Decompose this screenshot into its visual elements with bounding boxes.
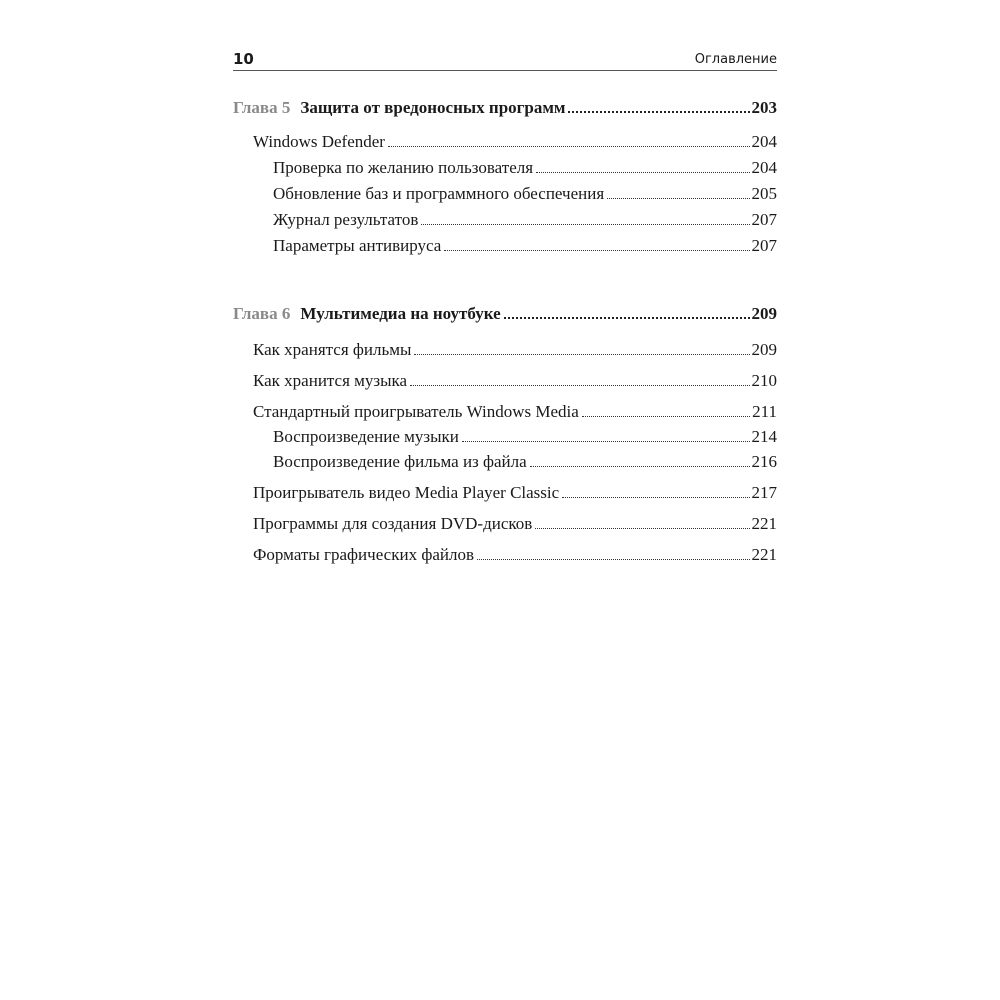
entry-page-number: 205 (751, 184, 777, 203)
entry-title: Обновление баз и программного обеспечения (273, 184, 605, 203)
entry-title: Как хранится музыка (253, 371, 408, 390)
entry-page-number: 211 (752, 402, 777, 421)
chapter-6 (233, 304, 777, 565)
toc-subentry (233, 427, 777, 447)
dot-leader (535, 528, 749, 529)
entry-page-number: 221 (751, 514, 777, 533)
entry-page-number: 214 (751, 427, 777, 446)
running-title: Оглавление (694, 52, 777, 67)
page-number: 10 (233, 50, 254, 68)
chapter-page-number: 209 (751, 304, 777, 323)
entry-title: Журнал результатов (273, 210, 419, 229)
dot-leader (477, 559, 750, 560)
toc-subentry (233, 184, 777, 204)
dot-leader (607, 198, 749, 199)
entry-page-number: 207 (751, 210, 777, 229)
dot-leader (530, 466, 750, 467)
entry-page-number: 217 (751, 483, 777, 502)
entry-title: Параметры антивируса (273, 236, 442, 255)
chapter-heading (233, 304, 777, 324)
dot-leader (388, 146, 750, 147)
chapter-5 (233, 98, 777, 256)
toc-page (233, 48, 777, 565)
toc-subentry (233, 236, 777, 256)
entry-page-number: 216 (751, 452, 777, 471)
toc-entry (233, 402, 777, 422)
dot-leader (562, 497, 749, 498)
chapter-heading (233, 98, 777, 118)
toc-subentry (233, 158, 777, 178)
entry-page-number: 204 (751, 132, 777, 151)
entry-title: Воспроизведение фильма из файла (273, 452, 527, 471)
entry-title: Программы для создания DVD-дисков (253, 514, 533, 533)
toc-entry (233, 483, 777, 503)
dot-leader (421, 224, 749, 225)
chapter-label: Глава 5 (233, 98, 291, 117)
dot-leader (504, 317, 750, 319)
chapter-title: Защита от вредоносных программ (300, 98, 566, 117)
entry-page-number: 204 (751, 158, 777, 177)
entry-title: Воспроизведение музыки (273, 427, 459, 446)
entry-page-number: 209 (751, 340, 777, 359)
dot-leader (410, 385, 749, 386)
dot-leader (582, 416, 750, 417)
chapter-label: Глава 6 (233, 304, 291, 323)
entry-title: Форматы графических файлов (253, 545, 474, 564)
dot-leader (414, 354, 749, 355)
entry-title: Проверка по желанию пользователя (273, 158, 534, 177)
entry-title: Windows Defender (253, 132, 385, 151)
entry-page-number: 207 (751, 236, 777, 255)
toc-entry (233, 545, 777, 565)
chapter-title: Мультимедиа на ноутбуке (300, 304, 501, 323)
dot-leader (536, 172, 749, 173)
dot-leader (462, 441, 750, 442)
dot-leader (568, 111, 749, 113)
chapter-page-number: 203 (751, 98, 777, 117)
toc-subentry (233, 210, 777, 230)
toc-entry (233, 371, 777, 391)
entry-page-number: 221 (751, 545, 777, 564)
toc-entry (233, 132, 777, 152)
dot-leader (444, 250, 749, 251)
entry-title: Проигрыватель видео Media Player Classic (253, 483, 560, 502)
toc-subentry (233, 452, 777, 472)
toc-entry (233, 514, 777, 534)
entry-title: Стандартный проигрыватель Windows Media (253, 402, 579, 421)
entry-title: Как хранятся фильмы (253, 340, 412, 359)
entry-page-number: 210 (751, 371, 777, 390)
running-head (233, 48, 777, 71)
toc-entry (233, 340, 777, 360)
